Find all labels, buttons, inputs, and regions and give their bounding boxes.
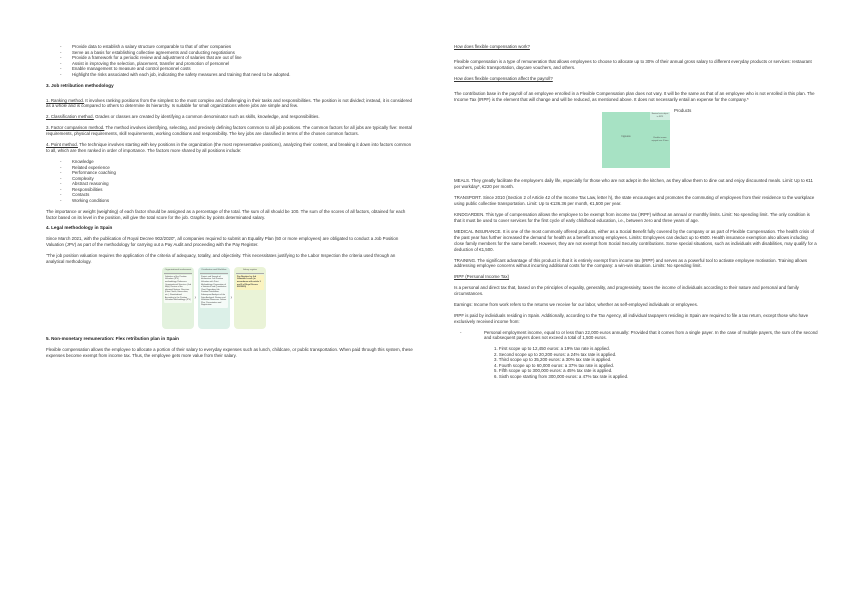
diagram-column-heading: Salary register	[236, 269, 264, 274]
transport-paragraph: TRANSPORT. Since 2010 (Section 2 of Article 42 of the Income Tax Law, letter h), the state encourages and promotes the commuting of employees from their residence to the workplace using public collective transportation. Limit: Up to €136.36 per month, €1,500 per year.	[454, 195, 815, 207]
flexible-income-label: Flexible income enjoyed over 3 lines	[651, 137, 669, 142]
methodology-diagram	[162, 267, 268, 331]
diagram-column-register	[234, 267, 266, 329]
diagram-column-organizational	[162, 267, 194, 329]
question-heading: How does flexible compensation work?	[454, 44, 530, 49]
section-5-heading: 5. Non-monetary remuneration: Flex retribution plan in Spain	[46, 336, 179, 342]
diagram-column-heading: Distribution and Workflow	[200, 269, 228, 274]
weighting-paragraph: The importance or weight (weighting) of each factor should be assigned as a percentage of the total. The sum of all should be 100. The sum of the scores of all factors, obtained for each factor based on its level in the position, will give the total score for the job. Graphic by points determinated salary.	[46, 208, 406, 220]
tax-brackets-list	[454, 346, 818, 380]
non-taxed-label: Nominal not subject to IRPF	[651, 113, 669, 118]
purpose-list	[46, 44, 414, 78]
classification-method-text: Grades or classes are created by identifying a common denominator such as skills, knowledge, and responsibilities.	[93, 114, 320, 120]
diagram-column-workflow	[198, 267, 230, 329]
income-label: Ingresos	[621, 135, 631, 139]
list-item: - Provide data to establish a salary structure comparable to that of other companies	[46, 44, 414, 50]
products-label: Products	[674, 108, 692, 114]
kindergarden-paragraph: KINDGARDEN. This type of compensation allows the employee to be exempt from income tax (IRPF) without an annual or monthly limits. Limit: No spending limit. The only condition is that it must be used to cover services for the first cycle of early childhood education, i.e., between zero and three years of age.	[454, 212, 810, 223]
list-item: 4. Fourth scope up to 60,000 euros: a 37% tax rate is applied.	[494, 362, 615, 368]
payroll-diagram	[602, 105, 698, 169]
section-3-heading: 3. Job retribution methodology	[46, 82, 114, 88]
list-item: 6. Sixth scope starting from 300,000 euros: a 47% tax rate is applied.	[494, 373, 629, 379]
list-item: - Abstract reasoning	[46, 181, 414, 187]
factors-list	[46, 159, 414, 204]
point-method-text: The technique involves starting with key positions in the organization (the most representative positions), analyzing their content, and breaking it down into factors common to all, which are then ranked in order of importance. The factors more shared by all positions include:	[46, 142, 412, 153]
flexible-income-block	[650, 120, 670, 168]
list-item: - Working conditions	[46, 198, 414, 204]
diagram-column-box: Project and Sample of Information. Job Position Valuation with Point Methodology. Preparation of a Statistical and Quantitative Chart Regarding Job Position Distribution. Subsequent Analysis of the Data Analyzed. Review and Validation Measures. Deliver Plan, Presentation and Registration	[201, 275, 227, 307]
answer-paragraph: The contribution base in the payroll of an employee enrolled in a Flexible Compensation plan does not vary. It will be the same as that of an employee who is not enrolled in this plan. The Income Tax (IRPF) is the element that will change and will be reduced, as mentioned above. It does not necessarily entail an expense for the company.*	[454, 90, 815, 102]
question-heading: How does flexible compensation affect the payroll?	[454, 75, 553, 81]
list-item: - Enable management to measure and control personnel costs	[46, 66, 414, 72]
list-item: 5. Fifth scope up to 300,000 euros: a 45% tax rate is applied.	[494, 368, 613, 374]
arrow-right-icon: ›	[194, 295, 197, 302]
training-paragraph: TRAINING. The significant advantage of this product is that it is entirely exempt from income tax (IRPF) and serves as a powerful tool to activate employee motivation. Training allows addressing employee concerns without incurring additional costs for the company: a win-win situation. Limits: No spending limit.	[454, 257, 808, 269]
list-item: - Assist in improving the selection, placement, transfer and promotion of personnel	[46, 61, 414, 67]
medical-paragraph: MEDICAL INSURANCE. It is one of the most commonly offered products, either as a Social Benefit fully covered by the company or as part of Flexible Compensation. The health crisis of the past year has further increased the demand for health as a benefit among employees. Limits: Employees can deduct up to €500. Health insurance exemption also allows including close family members for the same benefit. However, they are not exempt from Social Security contributions. Some special situations, such as individuals with disabilities, may qualify for a deduction of €1,500.	[454, 228, 817, 252]
list-item: - Related experience	[46, 165, 414, 171]
list-item: - Complexity	[46, 176, 414, 182]
list-item: 1. First scope up to 12,450 euros: a 19% tax rate is applied.	[494, 345, 610, 351]
factor-comparison-text: The method involves identifying, selecting, and precisely defining factors common to all job positions. The common factors for all jobs are typically five: mental requirements, physical requirements, skill requirements, working conditions and responsibility. The key jobs are classified in terms of the chosen common factors.	[46, 125, 412, 137]
list-item: - Personal employment income, equal to or less than 22,000 euros annually: Provided that it comes from a single payer. In the case of multiple payers, the sum of the second and subsequent payers does not exceed a total of 1,500 euros.	[454, 330, 818, 341]
point-method-paragraph	[46, 142, 414, 154]
diagram-column-box: Definition of the Position Valuation (JPV) methodology. Reference: Organizational Structure (Job Map). Review of the informed System. Structure (Flow Charts, Hierarchies, etc.). Standardized According to the Position Valuation Methodology (JPV)	[165, 275, 192, 302]
answer-paragraph: Flexible compensation is a type of remuneration that allows employees to choose to allocate up to 30% of their annual gross salary to different everyday products or services: restaurant vouchers, public transportation, daycare vouchers, and others.	[454, 58, 812, 70]
meals-paragraph: MEALS. They greatly facilitate the employee's daily life, especially for those who are not adept in the kitchen, as they allow them to dine out and enjoy discounted meals. Limit: Up to €11 per workday*, €220 per month.	[454, 178, 813, 190]
list-item: - Knowledge	[46, 159, 414, 165]
list-item: - Serve as a basis for establishing collective agreements and conducting negotiations	[46, 50, 414, 56]
job-valuation-paragraph: "The job position valuation requires the application of the criteria of adequacy, totality, and objectivity. This necessitates justifying to the Labor Inspection the criteria used through an analytical methodology.	[46, 253, 396, 265]
list-item: 3. Third scope up to 35,200 euros: a 30% tax rate is applied.	[494, 357, 612, 363]
royal-decree-paragraph: Since March 2021, with the publication of Royal Decree 902/2020", all companies required to submit an Equality Plan (50 or more employees) are obligated to conduct a Job Position Valuation (JPV) as part of the methodology for carrying out a Pay Audit and proceeding with the Pay Register.	[46, 236, 399, 248]
irpf-definition-paragraph: Is a personal and direct tax that, based on the principles of equality, generality, and progressivity, taxes the income of individuals according to their nature and personal and family circumstances.	[454, 285, 799, 297]
factor-comparison-label: 3. Factor comparison method.	[46, 125, 105, 131]
list-item: - Highlight the risks associated with each job, indicating the safety measures and training that need to be adopted.	[46, 72, 414, 78]
diagram-column-heading: Organizational involvement	[164, 269, 192, 274]
ranking-method-paragraph	[46, 98, 414, 110]
right-page	[424, 0, 848, 599]
list-item: - Performance coaching	[46, 170, 414, 176]
point-method-label: 4. Point method.	[46, 142, 78, 148]
arrow-right-icon: ›	[230, 295, 233, 302]
ranking-method-label: 1. Ranking method.	[46, 97, 85, 103]
list-item: 2. Second scope up to 20,200 euros: a 24% tax rate is applied.	[494, 351, 617, 357]
factor-comparison-paragraph	[46, 125, 414, 137]
flex-compensation-paragraph: Flexible compensation allows the employee to allocate a portion of their salary to everyday expenses such as lunch, childcare, or public transportation. When paid through this system, these expenses become exempt from income tax. Thus, the employee gets more value from their salary.	[46, 347, 413, 358]
list-item: - Contacts	[46, 192, 414, 198]
residents-paragraph: IRPF is paid by individuals residing in Spain. Additionally, according to the Tax Agency, all individual taxpayers residing in Spain are required to file a tax return, except those who have exclusively received income from:	[454, 312, 809, 324]
list-item: - Provide a framework for a periodic review and adjustment of salaries that are out of line	[46, 55, 414, 61]
irpf-heading: IRPF (Personal Income Tax)	[454, 274, 510, 280]
list-item: - Responsibilities	[46, 187, 414, 193]
section-4-heading: 4. Legal methodology in Spain	[46, 225, 113, 231]
diagram-column-box: Pay Register by Job Valuation Levels (in accordance with article 3 and 5 of Royal Decree 902/2020)	[236, 275, 264, 290]
gross-income-block	[602, 112, 650, 168]
earnings-paragraph: Earnings: Income from work refers to the returns we receive for our labor, whether as self-employed individuals or employees.	[454, 302, 699, 308]
exemption-list	[454, 330, 818, 341]
ranking-method-text: It involves ranking positions from the simplest to the most complex and challenging in their tasks and responsibilities. The position is not divided; instead, it is considered as a whole and is compared to others to determine its hierarchy. Is suitable for small organizations where jobs are simple and few.	[46, 97, 413, 109]
classification-method-label: 2. Classification method.	[46, 114, 94, 120]
